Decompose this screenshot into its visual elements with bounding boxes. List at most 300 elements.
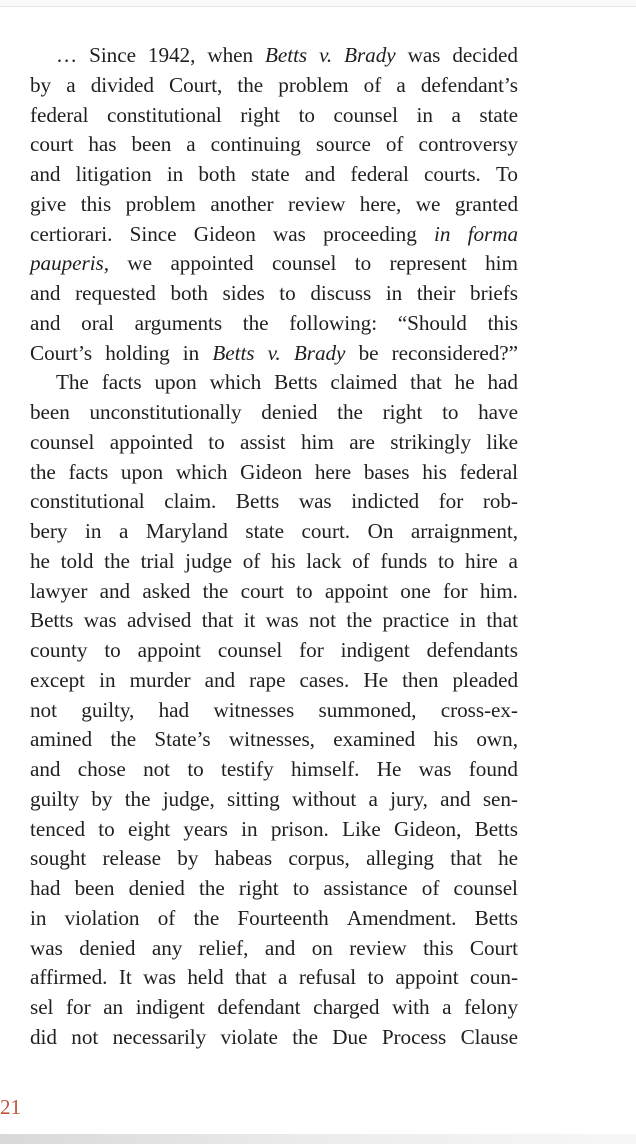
word: right (240, 102, 281, 127)
word: in (385, 281, 403, 305)
word: chose (77, 757, 126, 781)
word: proceeding (323, 221, 417, 246)
word: had (487, 370, 518, 395)
word: Since (129, 221, 177, 246)
word: the (193, 905, 220, 930)
word: was (83, 608, 117, 633)
top-rule (0, 0, 636, 7)
word: like (486, 429, 518, 454)
word: a (186, 132, 196, 157)
word: eight (127, 816, 171, 841)
word: the (237, 72, 264, 97)
word: trial (140, 548, 175, 573)
word: own, (476, 727, 518, 752)
word: Betts (474, 816, 518, 841)
word: are (349, 429, 375, 454)
word: Court’s (30, 340, 93, 365)
book-page-text (30, 41, 518, 1053)
text-line (30, 577, 518, 607)
page-number: 21 (0, 1095, 21, 1119)
word: to (208, 429, 225, 454)
word: Fourteenth (237, 905, 329, 930)
text-line (30, 458, 518, 488)
word: that (486, 608, 518, 633)
word: rape (249, 667, 286, 692)
word: state (251, 162, 290, 186)
word: examined (333, 727, 416, 752)
text-line (30, 993, 518, 1023)
word: guilty, (81, 697, 135, 722)
word: appoint (395, 965, 459, 990)
word: which (175, 459, 228, 484)
word: murder (129, 667, 191, 692)
word: a (442, 995, 452, 1019)
word: him (485, 251, 518, 276)
word: was (30, 935, 63, 960)
word: of (421, 876, 440, 900)
word: appoint (137, 638, 201, 662)
text-line (30, 904, 518, 934)
word: to (98, 816, 115, 841)
word: bases (363, 459, 410, 484)
word: counsel (217, 638, 283, 662)
word: in (416, 102, 433, 127)
word: Gideon (240, 459, 303, 484)
word: which (209, 370, 262, 395)
italic-word: pauperis, (30, 251, 110, 276)
text-line (30, 398, 518, 428)
word: counsel (30, 429, 95, 454)
text-line (30, 696, 518, 726)
word: funds (380, 548, 428, 573)
word: the (346, 608, 373, 633)
word: and (30, 162, 61, 186)
word: denied (79, 935, 136, 960)
word: and (30, 310, 61, 335)
word: certiorari. (30, 221, 113, 246)
word: Process (381, 1024, 447, 1049)
word: Betts (474, 905, 518, 930)
word: for (438, 489, 464, 514)
word: was (298, 489, 332, 514)
word: rob- (482, 489, 518, 514)
text-line (30, 130, 518, 160)
word: he (30, 548, 50, 573)
word: for (443, 578, 468, 603)
word: corpus, (288, 846, 350, 871)
text-line (30, 339, 518, 369)
word: litigation (75, 162, 152, 186)
text-line (30, 874, 518, 904)
word: Betts (274, 370, 318, 395)
word: in (166, 162, 184, 186)
text-line (30, 220, 518, 250)
word: denied (128, 876, 185, 900)
word: refusal (298, 965, 357, 990)
text-line (30, 1023, 518, 1053)
word: decided (452, 43, 518, 67)
word: problem (125, 191, 196, 216)
word: told (60, 548, 94, 573)
word: and (99, 578, 131, 603)
word: judge, (162, 786, 215, 811)
word: appointed (170, 251, 254, 276)
text-line (30, 666, 518, 696)
word: defendant’s (420, 72, 518, 97)
word: by (30, 72, 52, 97)
word: him (301, 429, 334, 454)
word: had (30, 876, 61, 900)
word: here, (359, 191, 402, 216)
text-line (30, 815, 518, 845)
word: bery (30, 519, 68, 543)
word: a (508, 548, 518, 573)
word: assistance (323, 876, 408, 900)
word: of (385, 132, 404, 157)
text-line (30, 934, 518, 964)
word: requested (75, 281, 156, 305)
word: claimed (330, 370, 398, 395)
word: jury, (390, 786, 428, 811)
word: upon (120, 459, 164, 484)
word: have (478, 400, 518, 424)
italic-word: v. (267, 340, 281, 365)
word: and (30, 757, 61, 781)
word: to (437, 548, 455, 573)
word: we (415, 191, 441, 216)
word: this (487, 310, 518, 335)
word: witnesses, (228, 727, 315, 752)
italic-word: Brady (344, 43, 396, 67)
word: was (143, 965, 176, 990)
word: federal (350, 162, 409, 186)
word: one (400, 578, 431, 603)
word: and (204, 667, 236, 692)
word: then (402, 667, 439, 692)
word: Gideon, (394, 816, 462, 841)
word: Betts (30, 608, 74, 633)
word: testify (221, 757, 274, 781)
word: to (298, 102, 315, 127)
word: appointed (109, 429, 193, 454)
word: by (91, 786, 113, 811)
text-line (30, 844, 518, 874)
word: the (104, 548, 130, 573)
word: defendant (217, 995, 301, 1019)
word: advised (126, 608, 192, 633)
word: to (296, 578, 313, 603)
word: denied (261, 400, 318, 424)
word: to (187, 757, 204, 781)
word: summoned, (318, 697, 417, 722)
text-line (30, 725, 518, 755)
word: It (118, 965, 132, 990)
word: himself. (290, 757, 360, 781)
word: lack (306, 548, 342, 573)
word: was (265, 608, 299, 633)
word: had (158, 697, 190, 722)
word: in (241, 816, 258, 841)
word: oral (81, 310, 114, 335)
word: review (349, 935, 407, 960)
italic-word: Betts (212, 340, 255, 365)
word: facts (68, 459, 109, 484)
text-line (30, 547, 518, 577)
word: him. (479, 578, 518, 603)
word: holding (105, 340, 170, 365)
word: and (264, 935, 296, 960)
word: court. (301, 519, 351, 543)
word: counsel (453, 876, 518, 900)
word: that (450, 846, 482, 871)
word: controversy (418, 132, 518, 157)
word: the (337, 400, 363, 424)
word: He (363, 667, 388, 692)
word: counsel (333, 102, 398, 127)
italic-word: in (433, 221, 451, 246)
word: appoint (324, 578, 389, 603)
word: tenced (30, 816, 85, 841)
word: in (459, 608, 476, 633)
word: not (71, 1024, 99, 1049)
word: federal (30, 102, 89, 127)
text-line (30, 249, 518, 279)
word: indicted (351, 489, 420, 514)
word: not (309, 608, 336, 633)
word: necessarily (112, 1024, 207, 1049)
word: both (198, 162, 236, 186)
word: guilty (30, 786, 80, 811)
text-line (30, 487, 518, 517)
word: was (273, 221, 306, 246)
word: held (187, 965, 224, 990)
word: we (127, 251, 153, 276)
word: federal (459, 459, 518, 484)
word: The (56, 370, 89, 395)
word: violate (220, 1024, 278, 1049)
word: years (183, 816, 228, 841)
word: the (242, 310, 269, 335)
word: Clause (460, 1024, 518, 1049)
word: relief, (198, 935, 249, 960)
word: not (143, 757, 171, 781)
word: has (88, 132, 117, 157)
word: briefs (470, 281, 518, 305)
text-line (30, 160, 518, 190)
word: On (367, 519, 394, 543)
word: He (376, 757, 402, 781)
word: 1942, (147, 43, 196, 67)
word: of (352, 548, 370, 573)
text-line (30, 517, 518, 547)
word: that (201, 608, 234, 633)
word: a (396, 72, 406, 97)
word: that (410, 370, 442, 395)
word: give (30, 191, 67, 216)
word: coun- (469, 965, 518, 990)
text-line (30, 368, 518, 398)
word: in (30, 905, 47, 930)
word: that (235, 965, 267, 990)
italic-word: Brady (293, 340, 346, 365)
word: and (30, 281, 61, 305)
text-line (30, 785, 518, 815)
word: with (392, 995, 430, 1019)
text-line (30, 606, 518, 636)
word: Gideon (193, 221, 256, 246)
word: sel (30, 995, 54, 1019)
word: another (210, 191, 274, 216)
word: arraignment, (410, 519, 518, 543)
word: a (118, 519, 129, 543)
word: State’s (154, 727, 211, 752)
word: of (157, 905, 176, 930)
word: pleaded (452, 667, 518, 692)
word: the (198, 876, 225, 900)
word: by (177, 846, 199, 871)
word: any (151, 935, 183, 960)
word: discuss (310, 281, 372, 305)
word: on (311, 935, 333, 960)
word: be (358, 340, 379, 365)
word: indigent (135, 995, 205, 1019)
word: Amendment. (346, 905, 457, 930)
word: in (99, 667, 116, 692)
word: … (56, 43, 78, 67)
word: practice (382, 608, 450, 633)
word: facts (101, 370, 142, 395)
word: charged (313, 995, 380, 1019)
word: witnesses (213, 697, 295, 722)
italic-word: Betts (264, 43, 308, 67)
word: a (368, 786, 378, 811)
word: and (304, 162, 336, 186)
word: did (30, 1024, 57, 1049)
word: was (418, 757, 452, 781)
word: when (207, 43, 254, 67)
word: courts. (424, 162, 481, 186)
word: the (110, 727, 137, 752)
word: court (30, 132, 74, 157)
word: sought (30, 846, 87, 871)
word: right (382, 400, 423, 424)
word: unconstitutionally (89, 400, 242, 424)
word: represent (389, 251, 467, 276)
word: he (498, 846, 518, 871)
word: problem (278, 72, 349, 97)
text-line (30, 636, 518, 666)
page-bottom-shadow (0, 1134, 636, 1144)
word: Maryland (145, 519, 228, 543)
word: violation (64, 905, 140, 930)
word: for (66, 995, 91, 1019)
word: lawyer (30, 578, 88, 603)
word: of (242, 548, 261, 573)
word: arguments (134, 310, 223, 335)
word: without (291, 786, 357, 811)
word: a (278, 965, 288, 990)
word: indigent (340, 638, 410, 662)
word: a (66, 72, 76, 97)
word: hire (465, 548, 498, 573)
word: been (74, 876, 115, 900)
word: to (279, 281, 296, 305)
word: not (30, 697, 57, 722)
italic-word: v. (319, 43, 333, 67)
word: his (422, 459, 447, 484)
word: right (238, 876, 279, 900)
word: sitting (227, 786, 280, 811)
text-line (30, 71, 518, 101)
word: judge (185, 548, 232, 573)
word: here (314, 459, 352, 484)
word: state (479, 102, 518, 127)
word: been (131, 132, 172, 157)
word: court (240, 578, 284, 603)
word: to (442, 400, 459, 424)
word: cases. (299, 667, 350, 692)
word: alleging (366, 846, 434, 871)
word: this (80, 191, 112, 216)
word: for (299, 638, 324, 662)
word: to (104, 638, 121, 662)
word: counsel (271, 251, 337, 276)
italic-word: forma (467, 221, 518, 246)
word: of (363, 72, 382, 97)
word: To (495, 162, 518, 186)
word: cross-ex- (440, 697, 518, 722)
word: affirmed. (30, 965, 108, 990)
word: the (30, 459, 56, 484)
word: release (102, 846, 161, 871)
word: the (292, 1024, 318, 1049)
word: habeas (214, 846, 273, 871)
text-line (30, 101, 518, 131)
word: felony (464, 995, 518, 1019)
word: a (451, 102, 461, 127)
word: upon (154, 370, 197, 395)
word: was (407, 43, 441, 67)
word: granted (454, 191, 518, 216)
word: assist (240, 429, 286, 454)
word: prison. (270, 816, 329, 841)
word: found (468, 757, 518, 781)
word: sen- (482, 786, 518, 811)
word: and (440, 786, 471, 811)
word: Due (332, 1024, 368, 1049)
word: Court (469, 935, 518, 960)
word: except (30, 667, 85, 692)
word: divided (90, 72, 154, 97)
word: in (182, 340, 200, 365)
word: an (103, 995, 124, 1019)
word: county (30, 638, 88, 662)
word: source (315, 132, 371, 157)
word: it (243, 608, 256, 633)
text-line (30, 41, 518, 71)
word: defendants (426, 638, 518, 662)
word: Like (342, 816, 381, 841)
word: their (416, 281, 456, 305)
text-line (30, 428, 518, 458)
word: state (245, 519, 284, 543)
word: to (367, 965, 384, 990)
text-line (30, 279, 518, 309)
word: to (354, 251, 372, 276)
word: Since (89, 43, 136, 67)
word: continuing (210, 132, 301, 157)
word: “Should (397, 310, 467, 335)
